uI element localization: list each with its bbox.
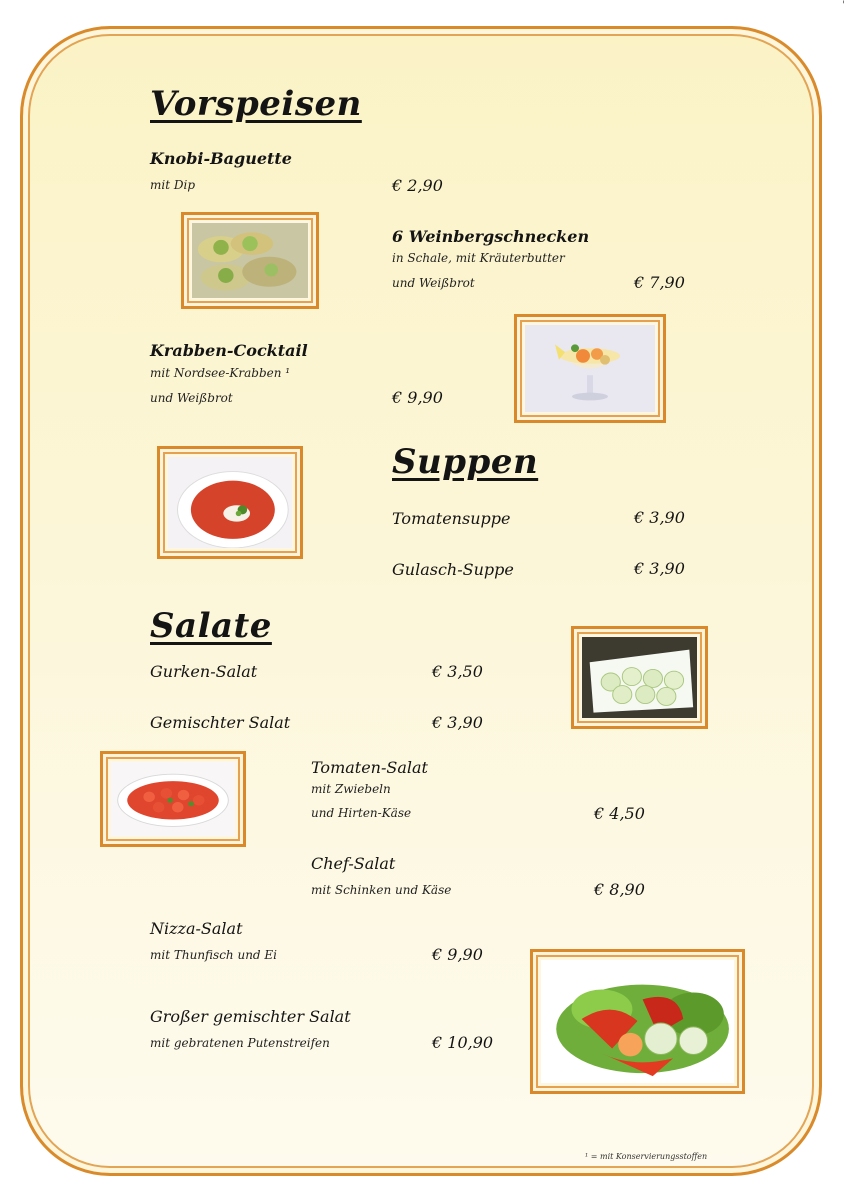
section-title-vorspeisen: Vorspeisen <box>150 84 362 124</box>
item-desc-krabben-cocktail-2: und Weißbrot <box>150 391 233 405</box>
item-price-gemischter-salat: € 3,90 <box>432 713 483 732</box>
item-price-weinbergschnecken: € 7,90 <box>634 273 685 292</box>
photo-gurken-salat <box>571 626 708 729</box>
item-price-krabben-cocktail: € 9,90 <box>392 388 443 407</box>
item-desc-grosser-gemischter-salat: mit gebratenen Putenstreifen <box>150 1036 330 1050</box>
item-name-weinbergschnecken: 6 Weinbergschnecken <box>392 227 590 246</box>
corner-mark: ' <box>842 0 845 11</box>
item-desc-weinbergschnecken-1: in Schale, mit Kräuterbutter <box>392 251 565 265</box>
item-desc-weinbergschnecken-2: und Weißbrot <box>392 276 475 290</box>
item-name-krabben-cocktail: Krabben-Cocktail <box>150 341 308 360</box>
photo-gemischter-salat <box>530 949 745 1094</box>
item-name-chef-salat: Chef-Salat <box>311 854 396 873</box>
item-price-gurken-salat: € 3,50 <box>432 662 483 681</box>
item-desc-krabben-cocktail-1: mit Nordsee-Krabben ¹ <box>150 366 291 380</box>
item-price-nizza-salat: € 9,90 <box>432 945 483 964</box>
item-desc-nizza-salat: mit Thunfisch und Ei <box>150 948 278 962</box>
item-name-gulasch-suppe: Gulasch-Suppe <box>392 560 514 579</box>
item-price-grosser-gemischter-salat: € 10,90 <box>432 1033 494 1052</box>
item-desc-tomaten-salat-1: mit Zwiebeln <box>311 782 391 796</box>
photo-tomaten-salat <box>100 751 246 847</box>
item-name-gurken-salat: Gurken-Salat <box>150 662 258 681</box>
item-desc-chef-salat: mit Schinken und Käse <box>311 883 452 897</box>
item-name-tomaten-salat: Tomaten-Salat <box>311 758 428 777</box>
item-price-tomatensuppe: € 3,90 <box>634 508 685 527</box>
item-desc-tomaten-salat-2: und Hirten-Käse <box>311 806 412 820</box>
photo-knobi-baguette <box>181 212 319 309</box>
item-name-grosser-gemischter-salat: Großer gemischter Salat <box>150 1007 351 1026</box>
item-desc-knobi-baguette: mit Dip <box>150 178 195 192</box>
photo-tomatensuppe <box>157 446 303 559</box>
section-title-salate: Salate <box>150 606 272 646</box>
section-title-suppen: Suppen <box>392 442 539 482</box>
item-name-gemischter-salat: Gemischter Salat <box>150 713 291 732</box>
item-name-tomatensuppe: Tomatensuppe <box>392 509 511 528</box>
footnote: ¹ = mit Konservierungsstoffen <box>585 1152 708 1161</box>
item-price-knobi-baguette: € 2,90 <box>392 176 443 195</box>
photo-krabben-cocktail <box>514 314 666 423</box>
item-price-gulasch-suppe: € 3,90 <box>634 559 685 578</box>
item-price-chef-salat: € 8,90 <box>594 880 645 899</box>
item-price-tomaten-salat: € 4,50 <box>594 804 645 823</box>
item-name-nizza-salat: Nizza-Salat <box>150 919 243 938</box>
item-name-knobi-baguette: Knobi-Baguette <box>150 149 292 168</box>
